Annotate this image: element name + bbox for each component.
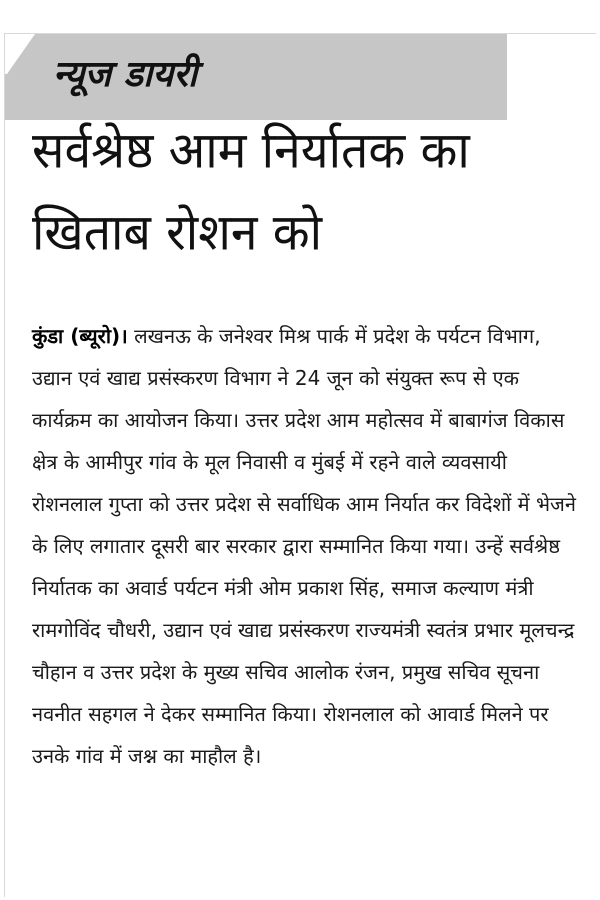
article-dateline: कुंडा (ब्यूरो)।	[32, 324, 128, 348]
section-tag-bar	[5, 34, 507, 120]
article-text: लखनऊ के जनेश्वर मिश्र पार्क में प्रदेश के पर्यटन विभाग, उद्यान एवं खाद्य प्रसंस्करण विभाग ने 24 जून को संयुक्त रूप से एक कार्यक्रम का आयोजन किया। उत्तर प्रदेश आम महोत्सव में बाबागंज विकास क्षेत्र के आमीपुर गांव के मूल निवासी व मुंबई में रहने वाले व्यवसायी रोशनलाल गुप्ता को उत्तर प्रदेश से सर्वाधिक आम निर्यात कर विदेशों में भेजने के लिए लगातार दूसरी बार सरकार द्वारा सम्मानित किया गया। उन्हें सर्वश्रेष्ठ निर्यातक का अवार्ड पर्यटन मंत्री ओम प्रकाश सिंह, समाज कल्याण मंत्री रामगोविंद चौधरी, उद्यान एवं खाद्य प्रसंस्करण राज्यमंत्री स्वतंत्र प्रभार मूलचन्द्र चौहान व उत्तर प्रदेश के मुख्य सचिव आलोक रंजन, प्रमुख सचिव सूचना नवनीत सहगल ने देकर सम्मानित किया। रोशनलाल को आवार्ड मिलने पर उनके गांव में जश्न का माहौल है।	[32, 324, 576, 768]
section-tag: न्यूज डायरी	[53, 54, 198, 95]
headline: सर्वश्रेष्ठ आम निर्यातक का खिताब रोशन को	[32, 121, 470, 263]
article-body	[32, 315, 580, 777]
